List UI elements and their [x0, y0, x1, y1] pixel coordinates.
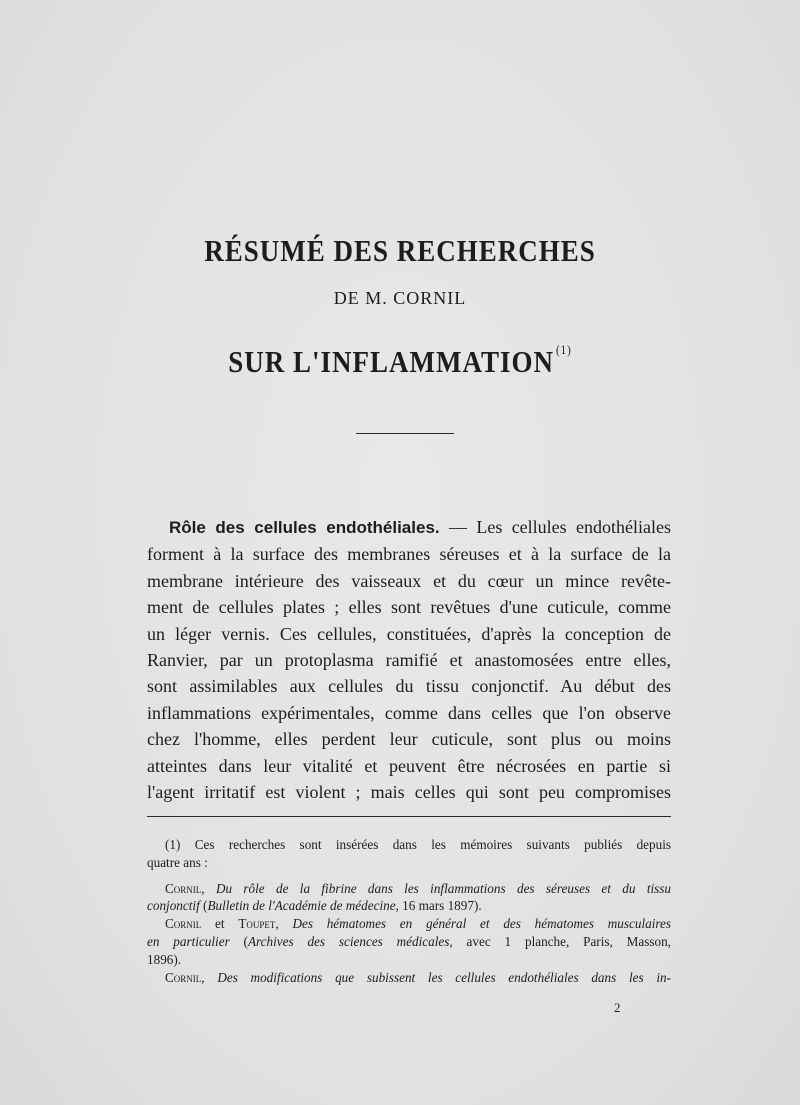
footnote-marker: (1) — [555, 344, 572, 358]
ref-3-title: Des modifications que subissent les cellules endothéliales dans les in- — [217, 969, 671, 985]
paragraph-line-3: membrane intérieure des vaisseaux et du cœur un mince revête- — [147, 570, 671, 591]
paragraph-line-7: sont assimilables aux cellules du tissu conjonctif. Au début des — [147, 676, 671, 697]
paragraph-line-2: forment à la surface des membranes séreuses et à la surface de la — [147, 544, 671, 565]
title-divider — [356, 433, 454, 434]
ref-2-source-open: ( — [229, 933, 248, 949]
page-number: 2 — [614, 1000, 621, 1015]
footnotes — [147, 836, 671, 986]
footnote-ref-2-line-2 — [147, 933, 671, 951]
paragraph-line-4: ment de cellules plates ; elles sont revêtues d'une cuticule, comme — [147, 597, 671, 618]
paragraph-line-5: un léger vernis. Ces cellules, constituées, d'après la conception de — [147, 623, 671, 644]
ref-2-publisher: avec 1 planche, Paris, Masson, — [452, 933, 671, 949]
title-third-text: SUR L'INFLAMMATION — [228, 345, 554, 379]
paragraph-line-text: — Les cellules endothéliales — [448, 517, 671, 537]
footnote-ref-3-line-1 — [147, 969, 671, 987]
footnote-gap — [147, 872, 671, 880]
paragraph-line-11: l'agent irritatif est violent ; mais celles qui sont peu compromises — [147, 782, 671, 803]
ref-1-title-end: conjonctif — [147, 898, 200, 914]
paragraph-line-10: atteintes dans leur vitalité et peuvent être nécrosées en partie si — [147, 755, 671, 776]
paragraph-line-6: Ranvier, par un protoplasma ramifié et anastomosées entre elles, — [147, 650, 671, 671]
ref-1-source: Bulletin de l'Académie de médecine, — [207, 898, 399, 914]
ref-1-title: Du rôle de la fibrine dans les inflammations des séreuses et du tissu — [215, 880, 672, 896]
ref-2-source: Archives des sciences médicales, — [247, 933, 453, 949]
ref-1-source-open: ( — [203, 898, 208, 914]
ref-3-author: Cornil, — [165, 969, 205, 985]
page-title: RÉSUMÉ DES RECHERCHES — [204, 234, 596, 268]
footnote-ref-2-line-3: 1896). — [147, 951, 182, 967]
ref-1-author: Cornil, — [165, 880, 205, 896]
paragraph-line-9: chez l'homme, elles perdent leur cuticule, sont plus ou moins — [147, 729, 671, 750]
page-title-second — [0, 344, 800, 380]
footnote-divider — [147, 816, 671, 817]
ref-1-date: 16 mars 1897). — [398, 898, 482, 914]
footnote-ref-1-line-2 — [147, 897, 671, 915]
footnote-ref-1-line-1 — [147, 880, 671, 898]
page-subtitle: DE M. CORNIL — [333, 288, 467, 308]
paragraph-line-8: inflammations expérimentales, comme dans celles que l'on observe — [147, 702, 671, 723]
ref-2-and: et — [201, 916, 239, 932]
ref-2-author: Cornil — [165, 916, 202, 932]
ref-2-title: Des hématomes en général et des hématomes musculaires — [292, 916, 671, 932]
footnote-intro-line-2: quatre ans : — [147, 854, 208, 870]
ref-2-title-end: en particulier — [147, 933, 230, 949]
ref-2-author-2: Toupet, — [238, 916, 279, 932]
footnote-ref-2-line-1 — [147, 915, 671, 933]
paragraph-line-1 — [147, 514, 671, 541]
paragraph-heading: Rôle des cellules endothéliales. — [169, 518, 440, 537]
footnote-intro-line-1: (1) Ces recherches sont insérées dans les mémoires suivants publiés depuis — [165, 837, 671, 852]
body-paragraph — [147, 514, 671, 805]
